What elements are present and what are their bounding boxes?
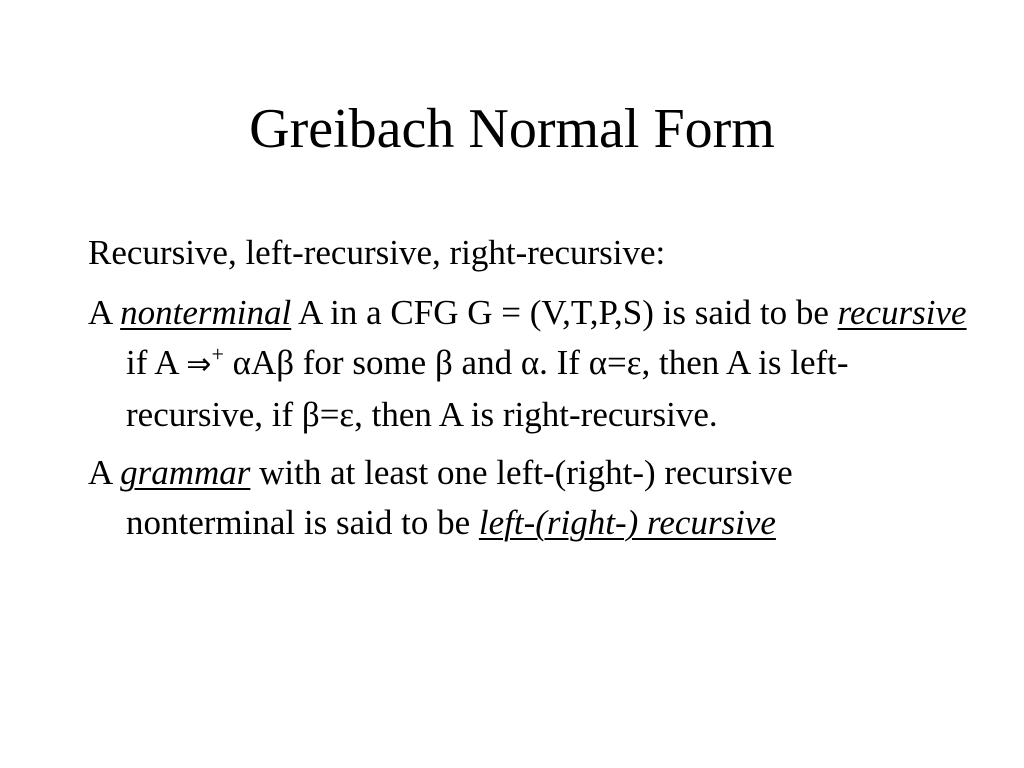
left-right-recursive-term: left-(right-) recursive — [478, 503, 776, 542]
recursive-definition-paragraph — [88, 288, 968, 440]
text-run: if A — [126, 343, 187, 382]
plus-superscript: + — [211, 341, 224, 367]
grammar-term: grammar — [120, 453, 251, 492]
text-run: A — [88, 293, 121, 332]
slide-body — [88, 228, 968, 556]
text-run: αAβ for some β and α. If α=ε, then A is left-recursive, if β=ε, then A is right-recursive. — [126, 343, 849, 434]
derives-arrow: ⇒ — [186, 347, 212, 382]
recursive-term: recursive — [837, 293, 967, 332]
intro-paragraph: Recursive, left-recursive, right-recursive: — [88, 233, 666, 272]
text-run: A in a CFG G = (V,T,P,S) is said to be — [291, 293, 838, 332]
nonterminal-term: nonterminal — [120, 293, 292, 332]
grammar-definition-paragraph — [88, 448, 968, 548]
text-run: with at least one left-(right-) recursive nonterminal is said to be — [126, 453, 793, 542]
slide-title: Greibach Normal Form — [249, 98, 775, 160]
text-run: A — [88, 453, 121, 492]
